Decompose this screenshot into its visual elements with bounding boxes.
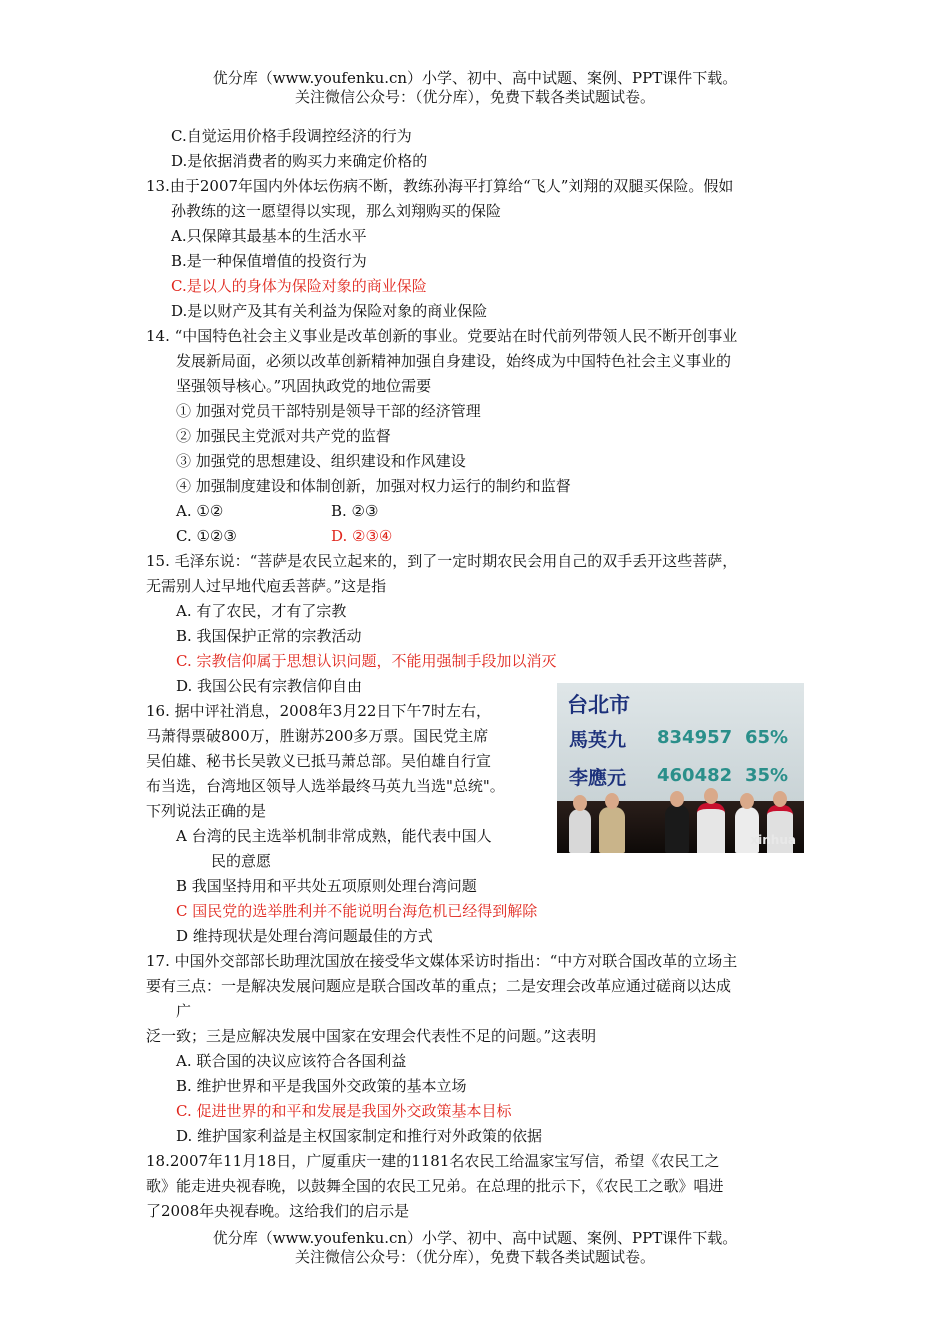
text-line: 下列说法正确的是 — [146, 802, 267, 820]
text-line: 17. 中国外交部部长助理沈国放在接受华文媒体采访时指出：“中方对联合国改革的立场主 — [146, 952, 738, 970]
text-line: C. 宗教信仰属于思想认识问题，不能用强制手段加以消灭 — [176, 652, 557, 670]
text-line: 14. “中国特色社会主义事业是改革创新的事业。党要站在时代前列带领人民不断开创事业 — [146, 327, 738, 345]
header-line-1: 优分库（www.youfenku.cn）小学、初中、高中试题、案例、PPT课件下载。 — [212, 69, 738, 87]
text-line: ① 加强对党员干部特别是领导干部的经济管理 — [176, 402, 481, 420]
text-line: 民的意愿 — [211, 852, 272, 870]
person-head — [670, 791, 684, 807]
board-name-1: 馬英九 — [569, 729, 627, 751]
text-line: B 我国坚持用和平共处五项原则处理台湾问题 — [176, 877, 477, 895]
text-line: C 国民党的选举胜利并不能说明台海危机已经得到解除 — [176, 902, 538, 920]
text-line: B. 维护世界和平是我国外交政策的基本立场 — [176, 1077, 467, 1095]
text-line: A. ①② — [176, 502, 224, 520]
text-line: A 台湾的民主选举机制非常成熟，能代表中国人 — [176, 827, 492, 845]
text-line: 发展新局面，必须以改革创新精神加强自身建设，始终成为中国特色社会主义事业的 — [176, 352, 732, 370]
text-line: 吴伯雄、秘书长吴敦义已抵马萧总部。吴伯雄自行宣 — [146, 752, 492, 770]
text-line: ③ 加强党的思想建设、组织建设和作风建设 — [176, 452, 466, 470]
text-line: B. 我国保护正常的宗教活动 — [176, 627, 362, 645]
text-line: C. ①②③ — [176, 527, 237, 545]
person-figure — [599, 807, 625, 853]
person-head — [704, 788, 718, 804]
person-head — [605, 793, 619, 809]
vote-board — [557, 683, 804, 801]
text-line: 孙教练的这一愿望得以实现，那么刘翔购买的保险 — [171, 202, 502, 220]
watermark: xinhua — [750, 833, 796, 847]
text-line: A.只保障其最基本的生活水平 — [171, 227, 367, 245]
text-line: 泛一致；三是应解决发展中国家在安理会代表性不足的问题。”这表明 — [146, 1027, 597, 1045]
text-line: A. 有了农民，才有了宗教 — [176, 602, 347, 620]
header-line-2: 关注微信公众号：（优分库），免费下载各类试题试卷。 — [294, 88, 655, 106]
text-line: A. 联合国的决议应该符合各国利益 — [176, 1052, 407, 1070]
board-votes-1: 834957 — [657, 727, 733, 748]
board-name-2: 李應元 — [569, 767, 627, 789]
board-pct-2: 35% — [745, 765, 789, 786]
text-line: 布当选，台湾地区领导人选举最终马英九当选"总统"。 — [146, 777, 505, 795]
board-votes-2: 460482 — [657, 765, 733, 786]
text-line: B. ②③ — [331, 502, 379, 520]
text-line: 马萧得票破800万，胜谢苏200多万票。国民党主席 — [146, 727, 489, 745]
person-head — [773, 791, 787, 807]
text-line: D. 我国公民有宗教信仰自由 — [176, 677, 363, 695]
text-line: 18.2007年11月18日，广厦重庆一建的1181名农民工给温家宝写信，希望《农民工之 — [146, 1152, 720, 1170]
text-line: 13.由于2007年国内外体坛伤病不断，教练孙海平打算给“飞人”刘翔的双腿买保险。假如 — [146, 177, 734, 195]
text-line: D.是依据消费者的购买力来确定价格的 — [171, 152, 428, 170]
text-line: 16. 据中评社消息，2008年3月22日下午7时左右， — [146, 702, 491, 720]
election-photo — [557, 683, 804, 853]
text-line: D 维持现状是处理台湾问题最佳的方式 — [176, 927, 433, 945]
person-head — [740, 793, 754, 809]
text-line: ④ 加强制度建设和体制创新，加强对权力运行的制约和监督 — [176, 477, 571, 495]
board-pct-1: 65% — [745, 727, 789, 748]
footer-line-1: 优分库（www.youfenku.cn）小学、初中、高中试题、案例、PPT课件下载。 — [212, 1229, 738, 1247]
text-line: 坚强领导核心。”巩固执政党的地位需要 — [176, 377, 432, 395]
text-line: 歌》能走进央视春晚，以鼓舞全国的农民工兄弟。在总理的批示下，《农民工之歌》唱进 — [146, 1177, 724, 1195]
person-figure — [569, 809, 591, 853]
text-line: 无需别人过早地代庖丢菩萨。”这是指 — [146, 577, 387, 595]
text-line: B.是一种保值增值的投资行为 — [171, 252, 367, 270]
text-line: 15. 毛泽东说：“菩萨是农民立起来的，到了一定时期农民会用自己的双手丢开这些菩萨， — [146, 552, 738, 570]
text-line: C. 促进世界的和平和发展是我国外交政策基本目标 — [176, 1102, 512, 1120]
text-line: 广 — [176, 1002, 192, 1020]
text-line: D. 维护国家利益是主权国家制定和推行对外政策的依据 — [176, 1127, 543, 1145]
person-head — [573, 795, 587, 811]
board-city: 台北市 — [567, 693, 630, 717]
text-line: D.是以财产及其有关利益为保险对象的商业保险 — [171, 302, 488, 320]
person-figure — [697, 803, 725, 853]
text-line: 了2008年央视春晚。这给我们的启示是 — [146, 1202, 410, 1220]
text-line: D. ②③④ — [331, 527, 393, 545]
text-line: C.是以人的身体为保险对象的商业保险 — [171, 277, 427, 295]
text-line: ② 加强民主党派对共产党的监督 — [176, 427, 391, 445]
footer-line-2: 关注微信公众号：（优分库），免费下载各类试题试卷。 — [294, 1248, 655, 1266]
text-line: C.自觉运用价格手段调控经济的行为 — [171, 127, 412, 145]
person-figure — [665, 805, 689, 853]
text-line: 要有三点：一是解决发展问题应是联合国改革的重点；二是安理会改革应通过磋商以达成 — [146, 977, 732, 995]
